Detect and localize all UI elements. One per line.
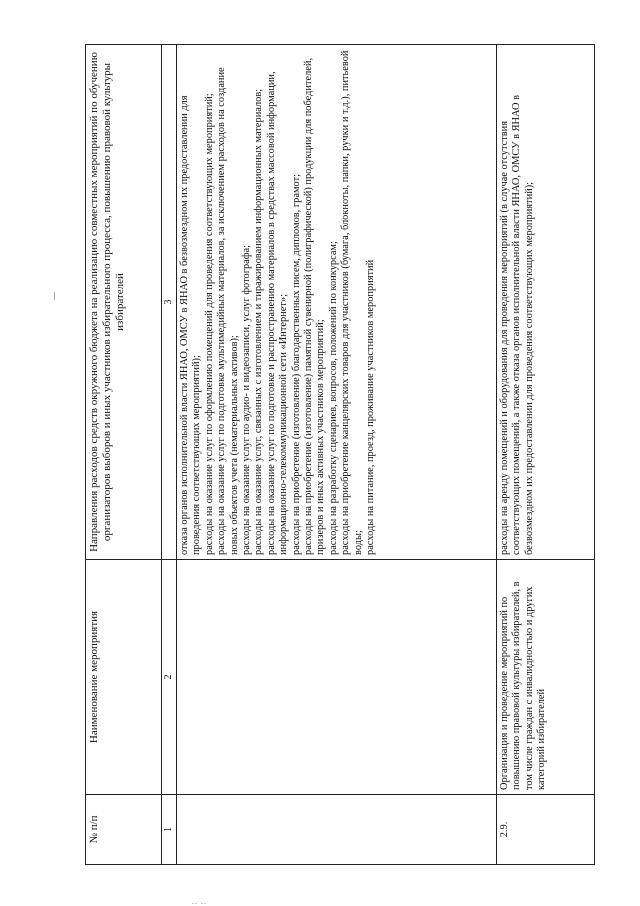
row-expenses [176,45,496,560]
expense-item: расходы на оказание услуг, связанных с изготовлением и тиражированием информационных материалов; [253,88,265,555]
row-num [176,795,496,865]
column-number: 2 [161,560,176,795]
header-num: № п/п [86,795,162,865]
expense-item: расходы на оказание услуг по аудио- и видеозаписи, услуг фотографа; [240,244,252,555]
table-row [176,45,496,865]
expense-item: расходы на приобретение (изготовление) благодарственных писем, дипломов, грамот; [290,173,302,555]
table-row [497,45,595,865]
expense-item: расходы на приобретение канцелярских товаров для участников (бумага, блокноты, папки, ручки и т.д.), питьевой воды; [340,50,364,555]
expense-item: расходы на разработку сценариев, вопросов, положений по конкурсам; [327,241,339,555]
expense-item: расходы на питание, проезд, проживание участников мероприятий [364,259,376,555]
expense-item: расходы на оказание услуг по подготовке мультимедийных материалов, за исключением расходов на создание новых объектов учета (нематериальных активов); [216,67,240,555]
column-number: 1 [161,795,176,865]
expenses-table [85,44,595,865]
expense-item: расходы на оказание услуг по подготовке и распространению материалов в средствах массовой информации, информационно-телекоммуникационной сети «Интернет»; [265,71,290,555]
row-num: 2.9. [497,795,595,865]
row-expenses [497,45,595,560]
footer-marks: .. .. [192,897,207,906]
expense-item: отказа органов исполнительной власти ЯНАО, ОМСУ в ЯНАО в безвозмездном их предоставлении для проведения соответствующих мероприятий); [178,95,203,555]
row-name [176,560,496,795]
column-numbers-row [161,45,176,865]
expense-item: расходы на оказание услуг по оформлению помещений для проведения соответствующих мероприятий; [203,93,215,555]
header-expenses: Направления расходов средств окружного бюджета на реализацию совместных мероприятий по обучению организаторов выборов и иных участников избирательного процесса, повышению правовой культуры избирателей [86,45,162,560]
rotated-table-container [85,45,595,865]
row-name: Организация и проведение мероприятий по повышению правовой культуры избирателей, в том числе граждан с инвалидностью и других категорий избирателей [497,560,595,795]
table-header-row [86,45,162,865]
column-number: 3 [161,45,176,560]
expense-item: расходы на аренду помещений и оборудования для проведения мероприятий (в случае отсутствия соответствующих помещений, а также отказа органов исполнительной власти ЯНАО, ОМСУ в ЯНАО в безвозмездном их предоставлении для проведения соответствующих мероприятий); [499,94,535,555]
scan-mark [54,292,55,300]
header-name: Наименование мероприятия [86,560,162,795]
expense-item: расходы на приобретение (изготовление) памятной сувенирной (полиграфической) продукции для победителей, призеров и иных активных участников мероприятий; [302,57,327,555]
